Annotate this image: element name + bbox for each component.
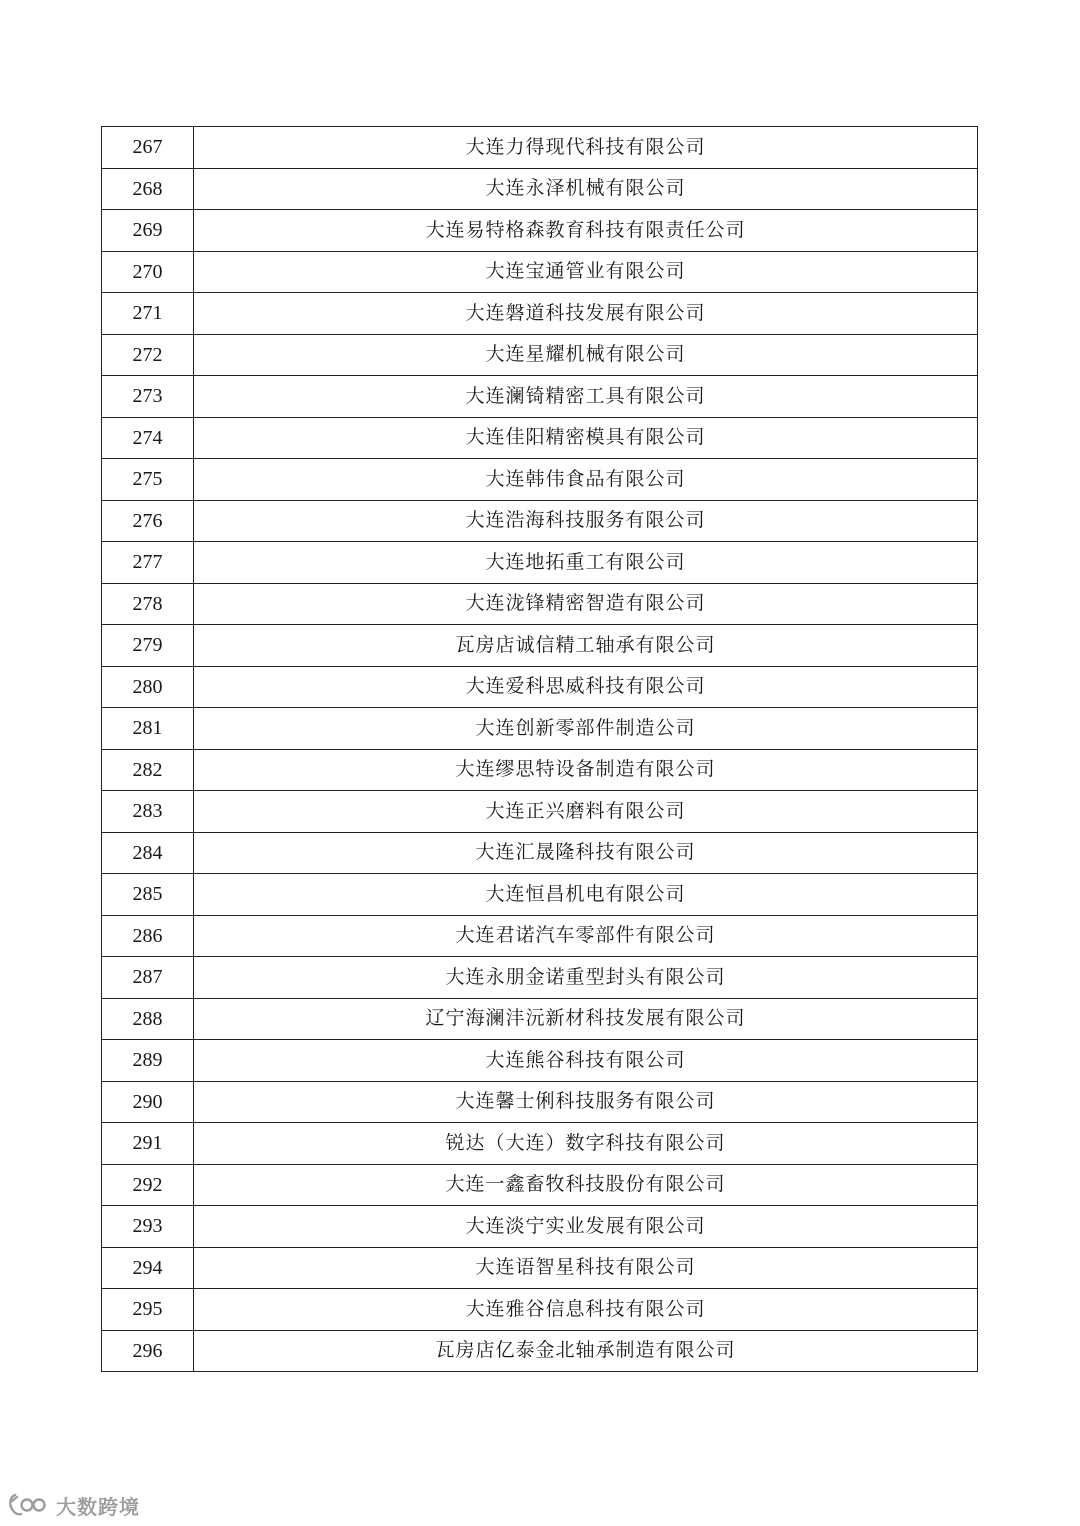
row-number: 269 (102, 210, 194, 252)
row-number: 288 (102, 998, 194, 1040)
company-name: 大连磐道科技发展有限公司 (194, 293, 978, 335)
company-name: 大连缪思特设备制造有限公司 (194, 749, 978, 791)
row-number: 279 (102, 625, 194, 667)
company-name: 大连馨士俐科技服务有限公司 (194, 1081, 978, 1123)
row-number: 278 (102, 583, 194, 625)
row-number: 289 (102, 1040, 194, 1082)
company-name: 大连佳阳精密模具有限公司 (194, 417, 978, 459)
table-row (102, 1206, 978, 1248)
table-row (102, 334, 978, 376)
company-list-table (101, 126, 978, 1372)
company-name: 大连一鑫畜牧科技股份有限公司 (194, 1164, 978, 1206)
table-row (102, 791, 978, 833)
table-row (102, 832, 978, 874)
company-name: 辽宁海澜沣沅新材科技发展有限公司 (194, 998, 978, 1040)
company-name: 大连创新零部件制造公司 (194, 708, 978, 750)
row-number: 292 (102, 1164, 194, 1206)
row-number: 276 (102, 500, 194, 542)
row-number: 280 (102, 666, 194, 708)
row-number: 283 (102, 791, 194, 833)
company-list-body (102, 127, 978, 1372)
company-name: 大连熊谷科技有限公司 (194, 1040, 978, 1082)
table-row (102, 1040, 978, 1082)
table-row (102, 542, 978, 584)
company-name: 大连永泽机械有限公司 (194, 168, 978, 210)
company-name: 大连易特格森教育科技有限责任公司 (194, 210, 978, 252)
table-row (102, 625, 978, 667)
row-number: 282 (102, 749, 194, 791)
table-row (102, 251, 978, 293)
company-name: 大连澜锜精密工具有限公司 (194, 376, 978, 418)
row-number: 270 (102, 251, 194, 293)
table-row (102, 1247, 978, 1289)
row-number: 284 (102, 832, 194, 874)
company-name: 锐达（大连）数字科技有限公司 (194, 1123, 978, 1165)
row-number: 272 (102, 334, 194, 376)
table-row (102, 1123, 978, 1165)
row-number: 273 (102, 376, 194, 418)
table-row (102, 293, 978, 335)
table-row (102, 1330, 978, 1372)
row-number: 295 (102, 1289, 194, 1331)
table-row (102, 168, 978, 210)
table-row (102, 957, 978, 999)
row-number: 277 (102, 542, 194, 584)
table-row (102, 874, 978, 916)
table-row (102, 583, 978, 625)
brand-logo-icon (6, 1492, 50, 1518)
company-name: 大连浩海科技服务有限公司 (194, 500, 978, 542)
table-row (102, 417, 978, 459)
company-name: 大连永朋金诺重型封头有限公司 (194, 957, 978, 999)
table-row (102, 1164, 978, 1206)
company-name: 大连爱科思威科技有限公司 (194, 666, 978, 708)
row-number: 291 (102, 1123, 194, 1165)
company-name: 大连语智星科技有限公司 (194, 1247, 978, 1289)
company-name: 大连正兴磨料有限公司 (194, 791, 978, 833)
row-number: 271 (102, 293, 194, 335)
row-number: 281 (102, 708, 194, 750)
table-row (102, 998, 978, 1040)
table-row (102, 708, 978, 750)
row-number: 285 (102, 874, 194, 916)
table-row (102, 1081, 978, 1123)
company-name: 大连地拓重工有限公司 (194, 542, 978, 584)
row-number: 275 (102, 459, 194, 501)
company-name: 大连力得现代科技有限公司 (194, 127, 978, 169)
watermark (6, 1490, 140, 1520)
row-number: 294 (102, 1247, 194, 1289)
row-number: 296 (102, 1330, 194, 1372)
company-name: 大连汇晟隆科技有限公司 (194, 832, 978, 874)
company-name: 大连君诺汽车零部件有限公司 (194, 915, 978, 957)
table-row (102, 666, 978, 708)
table-row (102, 915, 978, 957)
row-number: 267 (102, 127, 194, 169)
company-name: 大连星耀机械有限公司 (194, 334, 978, 376)
company-name: 大连淡宁实业发展有限公司 (194, 1206, 978, 1248)
company-name: 大连雅谷信息科技有限公司 (194, 1289, 978, 1331)
row-number: 293 (102, 1206, 194, 1248)
table-row (102, 500, 978, 542)
table-row (102, 376, 978, 418)
company-name: 大连泷锋精密智造有限公司 (194, 583, 978, 625)
table-row (102, 127, 978, 169)
company-name: 瓦房店亿泰金北轴承制造有限公司 (194, 1330, 978, 1372)
company-name: 大连韩伟食品有限公司 (194, 459, 978, 501)
table-row (102, 749, 978, 791)
watermark-text: 大数跨境 (56, 1494, 140, 1519)
company-name: 瓦房店诚信精工轴承有限公司 (194, 625, 978, 667)
table-row (102, 210, 978, 252)
company-name: 大连恒昌机电有限公司 (194, 874, 978, 916)
table-row (102, 459, 978, 501)
row-number: 268 (102, 168, 194, 210)
row-number: 274 (102, 417, 194, 459)
row-number: 287 (102, 957, 194, 999)
company-name: 大连宝通管业有限公司 (194, 251, 978, 293)
row-number: 290 (102, 1081, 194, 1123)
row-number: 286 (102, 915, 194, 957)
table-row (102, 1289, 978, 1331)
